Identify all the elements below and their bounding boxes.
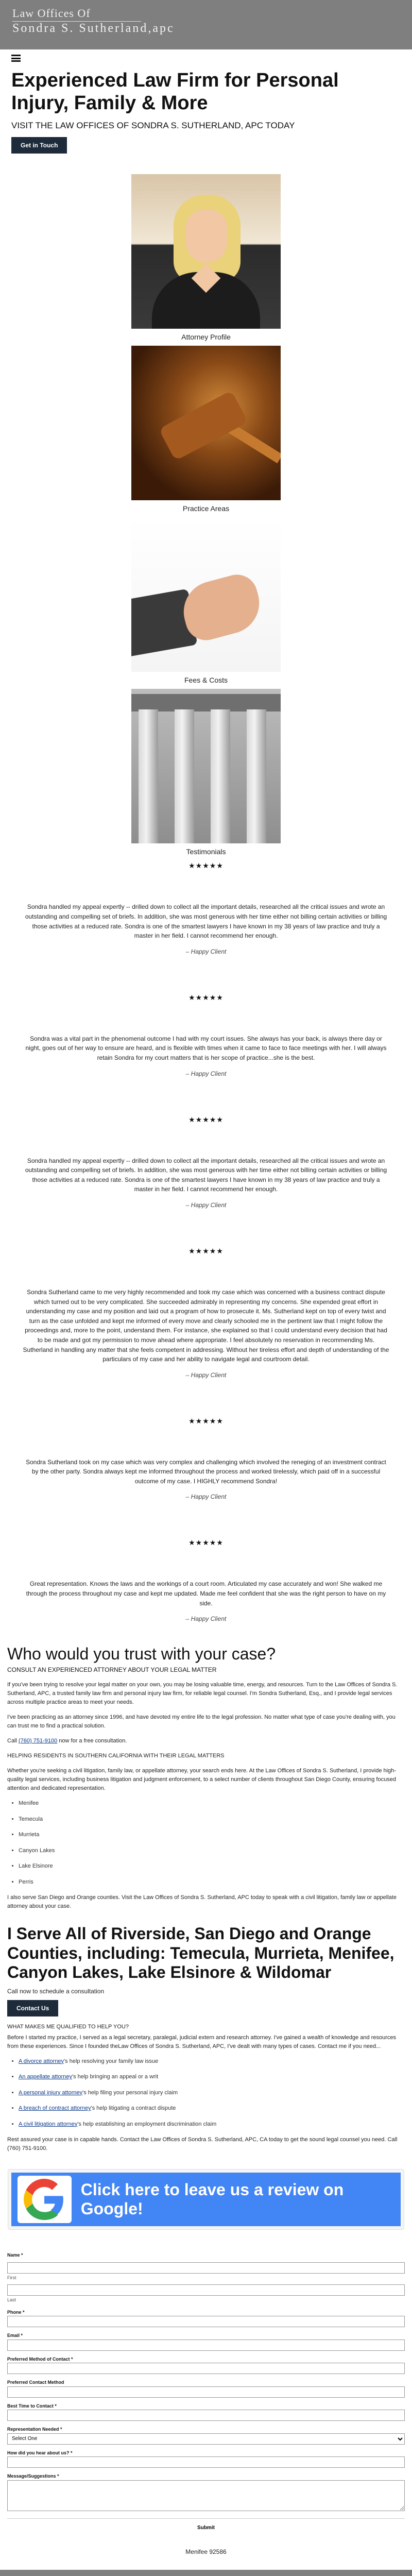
list-item: • Perris (19, 1878, 405, 1887)
star-rating-icon: ★★★★★ (188, 1246, 224, 1255)
review-author: – Happy Client (185, 1493, 227, 1501)
star-rating-icon: ★★★★★ (188, 1115, 224, 1124)
serve-section (0, 1924, 412, 2153)
preferred-contact-field[interactable] (7, 2363, 405, 2374)
site-header (0, 0, 412, 49)
how-heard-field[interactable] (7, 2456, 405, 2468)
hamburger-menu-icon[interactable] (11, 55, 21, 62)
divorce-attorney-link[interactable]: A divorce attorney (19, 2058, 64, 2064)
review-author: – Happy Client (185, 1615, 227, 1623)
needs-list (19, 2057, 405, 2129)
nav-bar (0, 49, 412, 67)
tile-testimonials[interactable] (131, 689, 281, 857)
review-item (7, 1416, 405, 1502)
gavel-photo (131, 346, 281, 500)
hero-section (0, 67, 412, 154)
review-text: Sondra handled my appeal expertly -- drilled down to collect all the important details, researched all the critical issues and wrote an outstanding and compelling set of briefs. In addition, she was most generous with her time either not billing certain activities or billing those activities at a reduced rate. Sondra is one of the smartest lawyers I have known in my 38 years of law practice and truly a master in her field. I cannot recommend her enough. (25, 903, 387, 940)
preferred-contact-method-label: Preferred Contact Method (7, 2380, 64, 2385)
review-item (7, 1246, 405, 1380)
first-sublabel: First (7, 2275, 16, 2280)
name-label: Name * (7, 2252, 23, 2258)
list-item-text: 's help establishing an employment discrimination claim (77, 2121, 217, 2127)
tile-practice-areas[interactable] (131, 346, 281, 514)
message-field[interactable] (7, 2480, 405, 2511)
review-author: – Happy Client (185, 1201, 227, 1209)
list-item-text: 's help bringing an appeal or a writ (72, 2074, 159, 2080)
star-rating-icon: ★★★★★ (188, 1416, 224, 1425)
tile-attorney-profile[interactable] (131, 174, 281, 343)
call-suffix: now for a free consultation. (57, 1737, 127, 1744)
tile-caption: Practice Areas (182, 504, 230, 513)
trust-subheading: CONSULT AN EXPERIENCED ATTORNEY ABOUT YOUR LEGAL MATTER (7, 1666, 217, 1673)
tile-caption: Testimonials (186, 848, 226, 856)
review-item (7, 1114, 405, 1210)
last-name-field[interactable] (7, 2284, 405, 2296)
tile-caption: Fees & Costs (184, 676, 228, 685)
list-item-text: 's help resolving your family law issue (64, 2058, 159, 2064)
list-item: • Menifee (19, 1799, 405, 1808)
phone-label: Phone * (7, 2309, 25, 2315)
phone-link[interactable]: (760) 751-9100 (19, 1737, 58, 1744)
list-item: • Temecula (19, 1815, 405, 1824)
qualified-paragraph: Before I started my practice, I served as a legal secretary, paralegal, judicial extern and research attorney. I've gained a wealth of knowledge and resources from these experiences. Since I founded theLaw Offices of Sondra S. Sutherland, APC, I've dealt with many types of cases. Contact me if you need... (7, 2034, 396, 2049)
list-item-text: 's help litigating a contract dispute (91, 2105, 176, 2112)
review-text: Sondra handled my appeal expertly -- drilled down to collect all the important details, researched all the critical issues and wrote an outstanding and compelling set of briefs. In addition, she was most generous with her time either not billing certain activities or billing those activities at a reduced rate. Sondra is one of the smartest lawyers I have known in my 38 years of law practice and truly a master in her field. I cannot recommend her enough. (25, 1157, 387, 1193)
attorney-photo (131, 174, 281, 329)
email-label: Email * (7, 2333, 23, 2338)
helping-heading: HELPING RESIDENTS IN SOUTHERN CALIFORNIA WITH THEIR LEGAL MATTERS (7, 1752, 225, 1759)
serve-heading: I Serve All of Riverside, San Diego and Orange Counties, including: Temecula, Murrieta, Menifee, Canyon Lakes, Lake Elsinore & Wildomar (7, 1924, 394, 1982)
star-rating-icon: ★★★★★ (188, 861, 224, 870)
review-text: Sondra Sutherland came to me very highly recommended and took my case which was concerned with a business contract dispute which turned out to be very complicated. She succeeded admirably in representing my concerns. She expended great effort in understanding my case and my position and laid out a program of how to prosecute it. Ms. Sutherland kept on top of every twist and turn as the case unfolded and kept me informed of every move and clearly schooled me in the pertinent law that I might follow the proceedings and, more to the point, understand them. For instance, she explained so that I could understand every decision that had to be made and got my permission to move ahead where appropriate. I feel absolutely no reservation in recommending Ms. Sutherland in handling any matter that she feels competent in addressing. Without her tireless effort and depth of understanding of the particulars of my case and her ability to navigate legal and courtroom detail. (23, 1288, 389, 1363)
trust-paragraph-2: I've been practicing as an attorney since 1996, and have devoted my entire life to the legal profession. No matter what type of case you're dealing with, you can trust me to find a practical solution. (7, 1714, 396, 1729)
google-review-banner[interactable] (8, 2170, 404, 2229)
trust-section (0, 1644, 412, 1911)
hero-title: Experienced Law Firm for Personal Injury, Family & More (11, 70, 339, 114)
submit-button[interactable]: Submit (197, 2524, 215, 2531)
reviews-section (0, 860, 412, 1623)
list-item (19, 2104, 405, 2113)
review-item (7, 992, 405, 1078)
review-text: Sondra was a vital part in the phenomenal outcome I had with my court issues. She always has your back, is always there day or night, goes out of her way to ensure are heard, and is flexible with times when it came to face to face meetings with her. I will always retain Sondra for my court matters that is her scope of practice...she is the best. (25, 1035, 387, 1061)
personal-injury-attorney-link[interactable]: A personal injury attorney (19, 2089, 83, 2096)
review-author: – Happy Client (185, 1070, 227, 1077)
name-row (7, 2262, 405, 2304)
star-rating-icon: ★★★★★ (188, 1538, 224, 1547)
preferred-contact-label: Preferred Method of Contact * (7, 2356, 73, 2362)
representation-label: Representation Needed * (7, 2427, 62, 2432)
city-list (19, 1799, 405, 1886)
review-author: – Happy Client (185, 947, 227, 955)
get-in-touch-button[interactable]: Get in Touch (11, 137, 67, 154)
first-name-field[interactable] (7, 2262, 405, 2274)
review-item (7, 860, 405, 956)
courthouse-photo (131, 689, 281, 843)
preferred-contact-method-field[interactable] (7, 2386, 405, 2398)
contact-us-button[interactable]: Contact Us (7, 2000, 58, 2016)
location-city: Menifee 92586 (185, 2548, 227, 2555)
trust-paragraph-3: Whether you're seeking a civil litigation, family law, or appellate attorney, your search ends here. At the Law Offices of Sondra S. Sutherland, I provide high-quality legal services, including business litigation and judgment enforcement, to a select number of clients throughout San Diego County, ensuring focused attention and dedicated representation. (7, 1767, 396, 1792)
feature-tiles (131, 174, 281, 857)
message-label: Message/Suggestions * (7, 2473, 59, 2479)
list-item (19, 2073, 405, 2081)
consultation-label: Call now to schedule a consultation (7, 1987, 105, 1995)
email-field[interactable] (7, 2340, 405, 2351)
list-item-text: 's help filing your personal injury claim (82, 2089, 178, 2096)
review-item (7, 1537, 405, 1623)
review-text: Great representation. Knows the laws and the workings of a court room. Articulated my case accurately and won! She walked me through the process throughout my case and kept me updated. Made me feel confident that she was the right person to have on my side. (26, 1580, 386, 1607)
review-author: – Happy Client (185, 1371, 227, 1379)
handshake-photo (131, 517, 281, 672)
list-item (19, 2120, 405, 2129)
call-prefix: Call (7, 1737, 19, 1744)
contact-form (0, 2252, 412, 2532)
submit-row (7, 2518, 405, 2532)
civil-litigation-link[interactable]: A civil litigation attorney (19, 2121, 78, 2127)
trust-paragraph-4: I also serve San Diego and Orange counties. Visit the Law Offices of Sondra S. Sutherland, APC today to speak with a civil litigation, family law or appellate attorney about your case. (7, 1894, 397, 1910)
breach-of-contract-link[interactable]: A breach of contract attorney (19, 2105, 91, 2112)
list-item: • Lake Elsinore (19, 1862, 405, 1871)
site-footer (0, 2570, 412, 2576)
hero-subtitle: VISIT THE LAW OFFICES OF SONDRA S. SUTHERLAND, APC TODAY (11, 120, 295, 130)
review-text: Sondra Sutherland took on my case which was very complex and challenging which involved the reneging of an investment contract by the other party. Sondra always kept me informed throughout the process and worked tirelessly, which paid off in a successful outcome of my case. I HIGHLY recommend Sondra! (26, 1458, 386, 1485)
representation-select[interactable] (7, 2433, 405, 2445)
qualified-heading: WHAT MAKES ME QUALIFIED TO HELP YOU? (7, 2023, 129, 2030)
appellate-attorney-link[interactable]: An appellate attorney (19, 2074, 72, 2080)
list-item: • Canyon Lakes (19, 1846, 405, 1855)
last-sublabel: Last (7, 2297, 16, 2303)
trust-paragraph-1: If you've been trying to resolve your legal matter on your own, you may be losing valuable time, energy, and resources. Turn to the Law Offices of Sondra S. Sutherland, APC, a trusted family law firm and personal injury law firm, for reliable legal counsel. I'm Sondra Sutherland, Esq., and I provide legal services across multiple practice areas to meet your needs. (7, 1681, 398, 1705)
best-time-field[interactable] (7, 2410, 405, 2421)
list-item (19, 2089, 405, 2097)
closing-paragraph: Rest assured your case is in capable hands. Contact the Law Offices of Sondra S. Sutherland, APC, CA today to get the sound legal counsel you need. Call (760) 751-9100. (7, 2137, 398, 2152)
star-rating-icon: ★★★★★ (188, 993, 224, 1002)
list-item: • Murrieta (19, 1831, 405, 1839)
best-time-label: Best Time to Contact * (7, 2403, 57, 2409)
tile-caption: Attorney Profile (181, 333, 231, 342)
google-review-text: Click here to leave us a review on Google! (80, 2180, 344, 2218)
site-logo[interactable] (12, 7, 175, 36)
how-heard-label: How did you hear about us? * (7, 2450, 73, 2455)
call-line (7, 1737, 405, 1745)
logo-line-1: Law Offices Of (12, 7, 91, 20)
list-item (19, 2057, 405, 2066)
google-logo-icon (18, 2176, 72, 2223)
logo-line-2: Sondra S. Sutherland,apc (12, 22, 175, 36)
tile-fees-costs[interactable] (131, 517, 281, 686)
phone-field[interactable] (7, 2316, 405, 2327)
trust-heading: Who would you trust with your case? (7, 1645, 276, 1664)
